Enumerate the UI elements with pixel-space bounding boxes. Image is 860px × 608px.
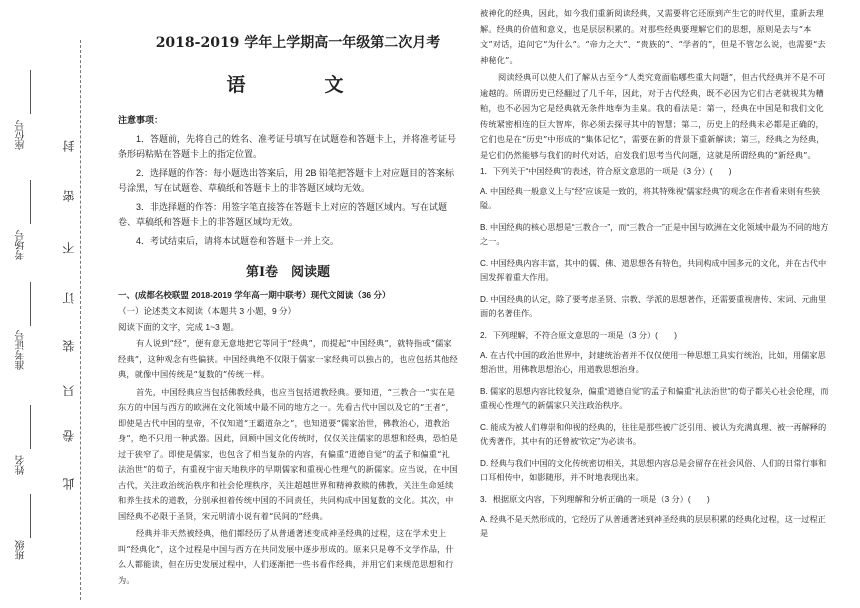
passage-paragraph: 首先，中国经典应当包括佛教经典，也应当包括道教经典。要知道，“三教合一”实在是东方的中国与西方的欧洲在文化领域中最不同的地方之一。先看古代中国以及它的“王者”，即使是古代中国的皇帝，不仅知道“王霸道杂之”，也知道要“儒家治世，佛教治心，道教治身”，绝不只用一种武器。因此，回顾中国文化传统时，仅仅关注儒家的思想和经典，恐怕是过于狭窄了。即使是儒家，也包含了相当复杂的内容，有偏重“道德自觉”的孟子和偏重“礼法治世”的荀子，有重视宇宙天地秩序的早期儒家和重视心性理气的新儒家。应当说，在中国古代，关注政治统治秩序和社会伦理秩序，关注超越世界和精神救赎的佛教，关注生命延续和养生技术的道教，分别承担着传统中国的不同责任，共同构成中国复数的文化。其次，中国经典不必限于圣贤，宋元明清小说有着“民间的”经典。 [118,386,458,521]
question-2-option-c: C. 能成为被人们尊崇和仰视的经典的，往往是那些被广泛引用、被认为充满真理、被一再解释的优秀著作，其中有的还曾被“钦定”为必读书。 [480,423,827,446]
binding-word: 装 [62,340,76,352]
class-line [30,494,31,538]
exam-room-field-label: 考场号 [16,230,27,260]
question-2-stem: 2．下列理解，不符合原文意思的一项是（3 分）( ) [480,331,677,340]
exam-title: 2018-2019 学年上学期高一年级第二次月考 [155,35,441,51]
passage-paragraph: 经典并非天然被经典，他们都经历了从普通著述变成神圣经典的过程，这在学术史上叫“经典化”，这个过程是中国与西方在共同发展中逐步形成的。原来只是尊不文学作品，什么人都能读，但在历史发展过程中，人们逐渐把一些书看作经典，并用它们来规范思想和行为。 [118,528,454,585]
passage-paragraph: 阅读经典可以使人们了解从古至今“人类究竟面临哪些重大问题”，但古代经典并不是不可逾越的。所谓历史已经翻过了几千年，因此，对于古代经典，既不必因为它们古老就视其为糟粕，也不必因为它是经典就无条件地奉为圭臬。我的看法是：第一，经典在中国是和我们文化传统紧密相连的巨大智库，你必须去探寻其中的智慧；第二，历史上的经典未必都是正确的，它们也是在“历史”中形成的“集体记忆”，需要在新的背景下重新解读；第三，经典之为经典，是它们仍然能够与我们的时代对话，启发我们思考当代问题，这就是所谓经典的“新经典”。 [480,72,826,160]
question-1-option-a: A. 中国经典一般意义上与“经”应该是一致的，将其特殊视“儒家经典”的观念在作者看来则有些狭隘。 [480,187,821,210]
question-1-option-c: C. 中国经典内容丰富，其中的儒、佛、道思想各有特色，共同构成中国多元的文化，并在古代中国发挥着重大作用。 [480,259,827,282]
admission-number-line [30,282,31,326]
reading-instruction: 阅读下面的文字，完成 1~3 题。 [118,322,240,332]
seat-number-field-label: 座位号 [16,120,27,150]
binding-word: 不 [62,242,76,254]
class-field-label: 班级 [16,540,27,560]
question-1-option-d: D. 中国经典的认定，除了要考虑圣贤、宗教、学派的思想著作，还需要重视唐传、宋词、元曲里面的名著佳作。 [480,295,827,318]
binding-word: 封 [62,140,76,152]
left-column [118,32,458,590]
note-item: 2．选择题的作答：每小题选出答案后，用 2B 铅笔把答题卡上对应题目的答案标号涂黑，写在试题卷、草稿纸和答题卡上的非答题区域均无效。 [118,168,455,193]
subject-title: 语 文 [226,74,374,96]
question-3-stem: 3．根据原文内容，下列理解和分析正确的一项是（3 分）( ) [480,495,710,504]
name-field-label: 姓名 [16,455,27,475]
question-2-option-a: A. 在古代中国的政治世界中，封建统治者并不仅仅使用一种思想工具实行统治，比如，用儒家思想治世，用佛教思想治心，用道教思想治身。 [480,351,826,374]
part-title: 第Ⅰ卷 阅读题 [245,265,331,280]
section-heading: 一、(成都名校联盟 2018-2019 学年高一期中联考）现代文阅读（36 分） [118,290,391,300]
question-3-option-a: A. 经典不是天然形成的，它经历了从普通著述到神圣经典的层层积累的经典化过程，这一过程正是 [480,515,826,538]
binding-word: 只 [62,385,76,397]
name-line [30,405,31,449]
question-1-option-b: B. 中国经典的核心思想是“三教合一”，而“三教合一”正是中国与欧洲在文化领域中最为不同的地方之一。 [480,223,829,246]
question-1-stem: 1．下列关于“中国经典”的表述，符合原文意思的一项是（3 分）( ) [480,167,732,176]
right-column [480,4,832,549]
notes-heading: 注意事项： [118,116,164,126]
subsection-heading: （一）论述类文本阅读（本题共 3 小题，9 分） [118,306,297,316]
binding-margin [0,0,100,608]
binding-word: 此 [62,478,76,490]
admission-number-field-label: 准考证号 [16,330,27,370]
note-item: 4．考试结束后，请将本试题卷和答题卡一并上交。 [136,236,340,246]
passage-paragraph: 有人说到“经”，便有意无意地把它等同于“经典”，而提起“中国经典”，就特指或“儒家经典”，这种观念有些偏狭。中国经典绝不仅限于儒家一家经典可以独占的，也应包括其他经典，就像中国传统是“复数的”传统一样。 [118,338,458,379]
binding-word: 卷 [62,430,76,442]
binding-line [80,40,81,600]
question-2-option-b: B. 儒家的思想内容比较复杂，偏重“道德自觉”的孟子和偏重“礼法治世”的荀子都关心社会伦理，而重视心性理气的新儒家只关注政治秩序。 [480,387,829,410]
binding-word: 订 [62,292,76,304]
note-item: 3．非选择题的作答：用签字笔直接答在答题卡上对应的答题区域内。写在试题卷、草稿纸和答题卡上的非答题区域均无效。 [118,202,448,227]
binding-word: 密 [62,190,76,202]
seat-number-line [30,70,31,114]
passage-paragraph: 被神化的经典，因此，如今我们重新阅读经典，又需要将它还原到产生它的时代里，重新去理解。经典的价值和意义，也是层层积累的。对那些经典要理解它们的思想，原则是去与“本文”对话，追问它“为什么”。“帝力之大”、“贵族的”、“学者的”，但是不管怎么说，也需要“去神秘化”。 [480,8,826,65]
question-2-option-d: D. 经典与我们中国的文化传统密切相关，其思想内容总是会留存在社会风俗、人们的日常行事和口耳相传中，如影随形，并不时地表现出来。 [480,459,827,482]
note-item: 1．答题前，先将自己的姓名、准考证号填写在试题卷和答题卡上，并将准考证号条形码粘贴在答题卡上的指定位置。 [118,134,457,159]
exam-room-line [30,180,31,224]
